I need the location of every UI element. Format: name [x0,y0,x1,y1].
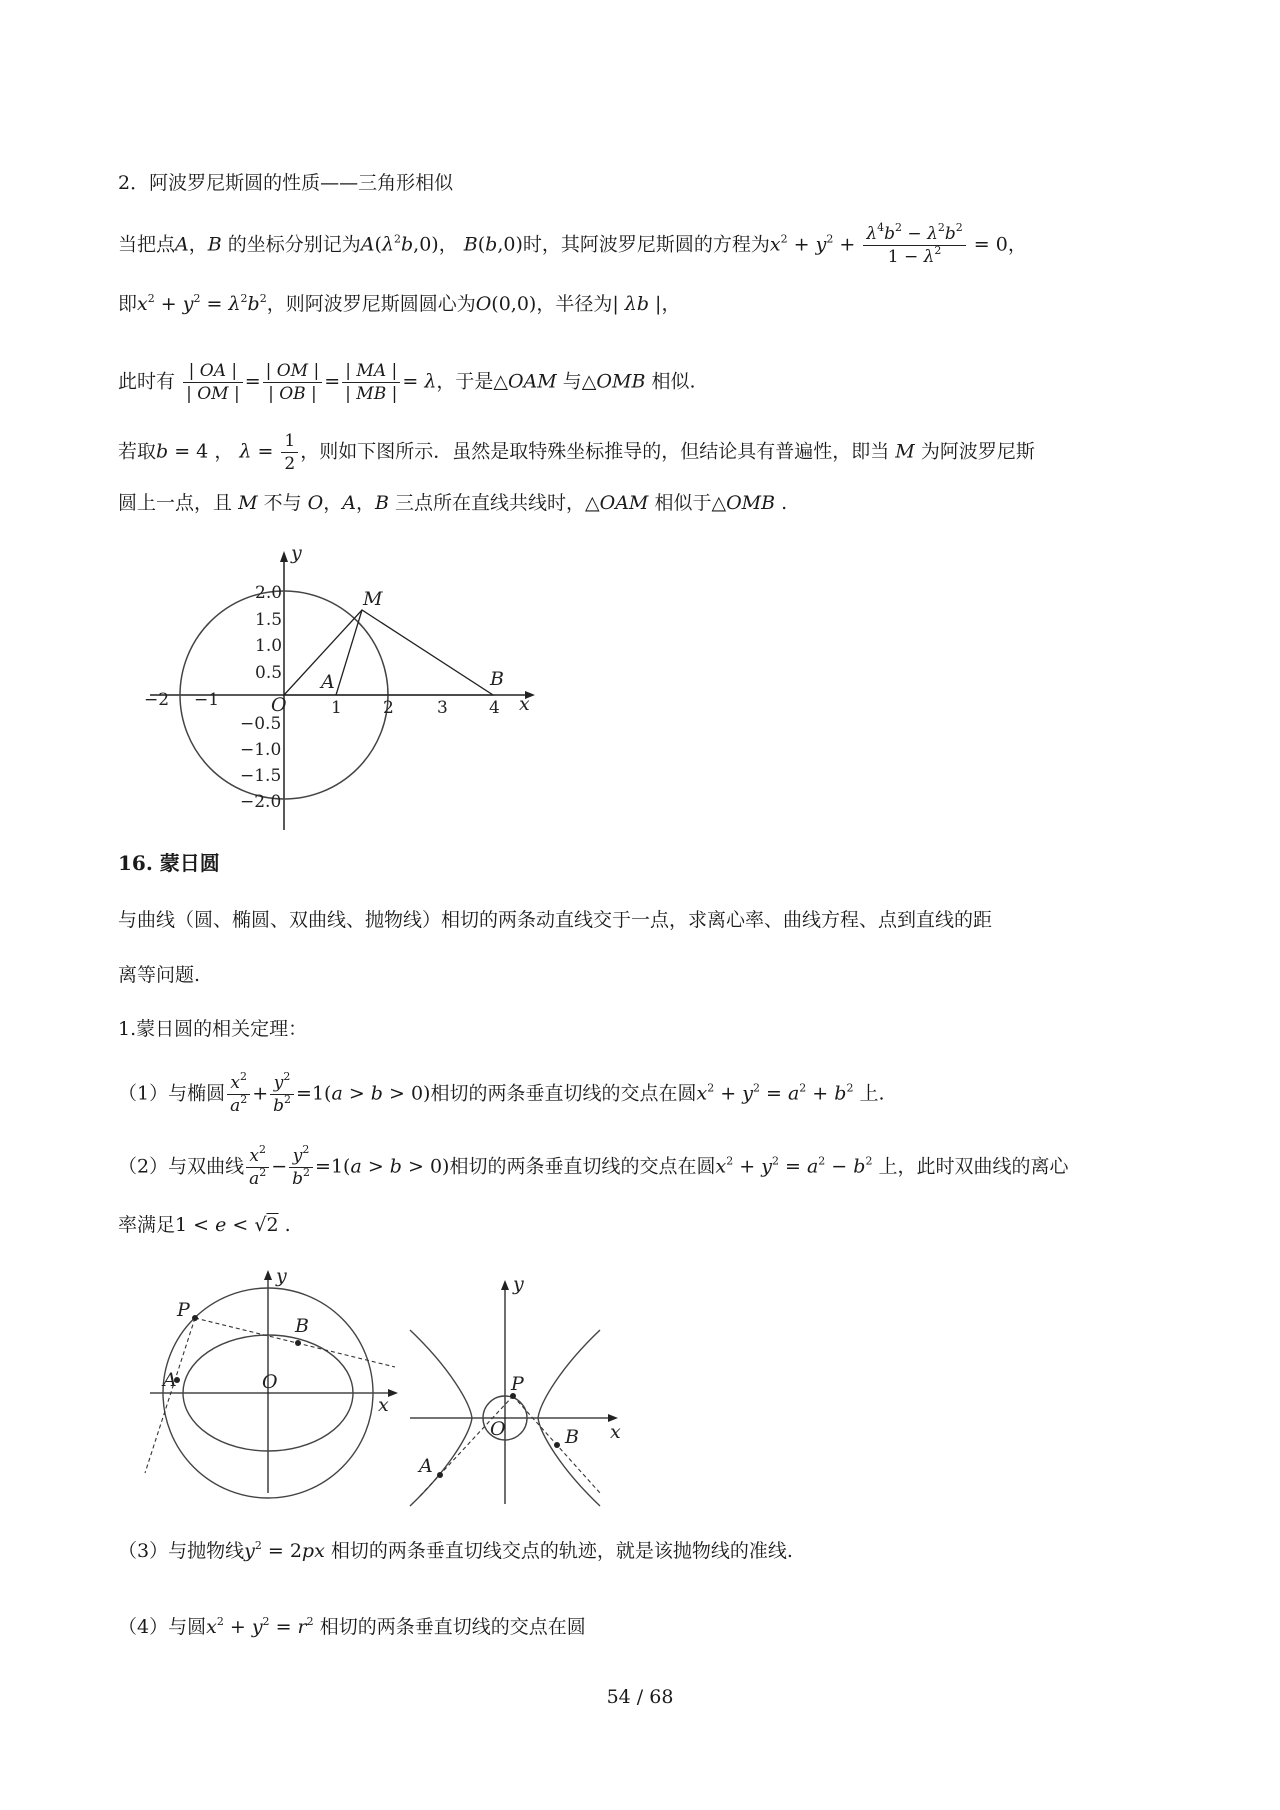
theorem-hyperbola: （2）与双曲线 $\frac{x^2}{a^2}$ − $\frac{y^2}{b^2}$ =1(a > b > 0)相切的两条垂直切线的交点在圆$x^2 + y^2 = a^2 - b^2$ 上，此时双曲线的离心 [118,1143,1069,1189]
theorem-parabola: （3）与抛物线$y^2 = 2px$ 相切的两条垂直切线交点的轨迹，就是该抛物线的准线. [118,1539,793,1562]
point-B-label: B [490,668,504,690]
label-O: O [262,1371,278,1393]
point-B [295,1340,301,1346]
y-tick-0-5: 0.5 [255,663,283,683]
label-x: x [610,1421,621,1443]
x-axis-label: x [519,693,530,715]
page-number: 54 / 68 [606,1686,674,1708]
y-tick-neg0-5: −0.5 [240,714,282,734]
label-B: B [295,1315,309,1337]
point-B [554,1442,560,1448]
label-y: y [513,1273,524,1295]
subheading-theorems: 1.蒙日圆的相关定理： [118,1018,308,1040]
theorem-ellipse: （1）与椭圆 $\frac{x^2}{a^2}$ + $\frac{y^2}{b^2}$ =1(a > b > 0)相切的两条垂直切线的交点在圆$x^2 + y^2 = a^2 + b^2$ 上. [118,1070,885,1116]
hyperbola-monge-figure [405,1268,645,1508]
x-tick-2: 2 [383,698,394,718]
origin-label: O [271,694,287,716]
apollonius-circle-figure [140,542,540,845]
x-tick-3: 3 [437,698,448,718]
label-y: y [276,1265,287,1287]
triangle-OMB [284,610,493,695]
fade-overlay [640,1612,810,1648]
y-tick-neg2-0: −2.0 [240,792,282,812]
point-A [437,1472,443,1478]
tangent-PA [145,1318,195,1473]
ellipse-monge-figure [150,1265,410,1508]
x-tick-1: 1 [331,698,342,718]
y-axis-arrow [280,551,288,562]
y-tick-2-0: 2.0 [255,583,283,603]
section-heading: 2．阿波罗尼斯圆的性质——三角形相似 [118,172,454,194]
y-tick-neg1-0: −1.0 [240,740,282,760]
section-heading-monge: 16. 蒙日圆 [118,851,220,875]
paragraph-intro: 与曲线（圆、椭圆、双曲线、抛物线）相切的两条动直线交于一点，求离心率、曲线方程、点到直线的距 [118,909,993,931]
point-M-label: M [363,588,383,610]
theorem-circle: （4）与圆$x^2 + y^2 = r^2$ 相切的两条垂直切线的交点在圆 [118,1615,586,1638]
label-A: A [163,1369,177,1391]
theorem-hyperbola-cont: 率满足1 < e < √2 . [118,1214,291,1236]
label-O: O [490,1418,506,1440]
y-axis-arrow [501,1280,509,1290]
label-A: A [419,1455,433,1477]
y-axis-label: y [291,542,302,564]
x-tick-neg1: −1 [194,690,220,710]
paragraph-coordinates: 当把点A，B 的坐标分别记为$A(\lambda^2b,0)$， B(b,0)时，其阿波罗尼斯圆的方程为$x^2 + y^2$ + $\frac{\lambda^4b^2 - \lambda^2b^2}{1 - \lambda^2}$ = 0， [118,221,1027,267]
x-tick-4: 4 [489,698,500,718]
y-tick-1-0: 1.0 [255,636,283,656]
paragraph-ratios: 此时有 $\frac{| OA |}{| OM |}$ = $\frac{| OM |}{| OB |}$ = $\frac{| MA |}{| MB |}$ = λ，于是△OAM 与△OMB 相似. [118,361,696,404]
x-axis-arrow [388,1389,398,1397]
y-axis-arrow [264,1270,272,1280]
paragraph-intro-cont: 离等问题. [118,964,201,986]
y-tick-neg1-5: −1.5 [240,766,282,786]
paragraph-example: 若取b = 4 ， λ = $\frac{1}{2}$ ，则如下图所示．虽然是取特殊坐标推导的，但结论具有普遍性，即当 M 为阿波罗尼斯 [118,431,1035,474]
label-x: x [378,1394,389,1416]
label-B: B [565,1426,579,1448]
label-P: P [511,1373,524,1395]
segment-AM [336,610,362,695]
y-tick-1-5: 1.5 [255,610,283,630]
paragraph-center-radius: 即$x^2 + y^2 = \lambda^2b^2$，则阿波罗尼斯圆圆心为O(0,0)，半径为| λb |， [118,292,681,315]
x-tick-neg2: −2 [144,690,170,710]
point-P [192,1315,198,1321]
point-A-label: A [321,671,335,693]
label-P: P [177,1299,190,1321]
paragraph-conclusion: 圆上一点，且 M 不与 O，A，B 三点所在直线共线时，△OAM 相似于△OMB . [118,492,788,514]
